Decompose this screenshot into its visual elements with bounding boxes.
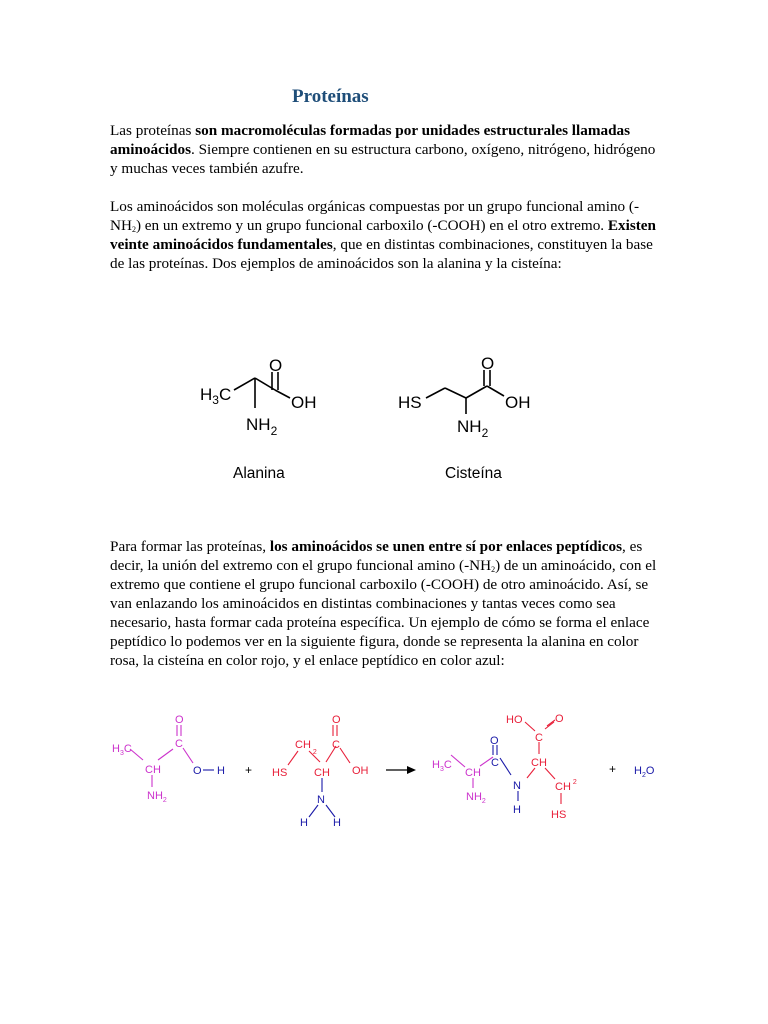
text-run: , que en distintas combinaciones, constituyen la base de las proteínas. Dos ejemplos de aminoácidos son la alanina y la cisteína: xyxy=(110,236,653,272)
prod-ch2: CH xyxy=(555,781,571,793)
cys-h1: H xyxy=(300,817,308,829)
cys-n: N xyxy=(317,794,325,806)
cys-c: C xyxy=(332,739,340,751)
bold-text: Existen veinte aminoácidos fundamentales xyxy=(110,217,656,253)
peptide-bond-paragraph xyxy=(110,537,662,670)
bold-text: son macromoléculas formadas por unidades estructurales llamadas aminoácidos xyxy=(110,122,631,158)
svg-text:H2O xyxy=(634,765,655,779)
prod-3: 3 xyxy=(439,766,444,773)
bold-text: los aminoácidos se unen entre sí por enlaces peptídicos xyxy=(269,538,622,555)
prod-ho: HO xyxy=(506,714,523,726)
prod-ala-ch: CH xyxy=(465,767,481,779)
ala-c: C xyxy=(123,743,132,755)
reaction-arrow xyxy=(386,766,416,774)
text-run: Los aminoácidos son moléculas orgánicas compuestas por un grupo funcional amino (-NH xyxy=(110,198,640,234)
alanine-oh: OH xyxy=(291,393,317,412)
cysteine-structure xyxy=(426,370,504,414)
text-run: Para formar las proteínas, xyxy=(110,538,270,555)
svg-text:NH2 xyxy=(147,790,167,804)
text-run: , es decir, la unión del extremo con el grupo funcional amino (-NH xyxy=(110,538,643,574)
cysteine-hs: HS xyxy=(398,393,422,412)
ala-2: 2 xyxy=(162,797,167,804)
water-o: O xyxy=(645,765,655,777)
alanine-structure xyxy=(234,372,290,408)
plus-sign: + xyxy=(609,762,617,776)
ala-hydroxyl-o: O xyxy=(193,765,202,777)
prod-cys-ch: CH xyxy=(531,757,547,769)
water-2: 2 xyxy=(641,772,646,779)
svg-text:NH2 xyxy=(466,791,486,805)
prod-c-top: C xyxy=(535,732,543,744)
cys-oh: OH xyxy=(352,765,369,777)
svg-text:CH2 xyxy=(555,779,577,793)
alanine-nh2: $NH_2$ xyxy=(246,415,278,438)
text-run: ) en un extremo y un grupo funcional carboxilo (-COOH) en el otro extremo. xyxy=(135,217,608,234)
subscript: 2 xyxy=(131,225,136,234)
alanine-reactant xyxy=(112,714,225,804)
prod-peptide-n: N xyxy=(513,780,521,792)
prod-o-top: O xyxy=(555,713,564,725)
amino-acids-figure xyxy=(0,340,768,490)
prod-nh: NH xyxy=(466,791,482,803)
cysteine-label: Cisteína xyxy=(445,465,502,482)
dipeptide-product xyxy=(432,713,577,821)
peptide-bond-figure xyxy=(0,700,768,840)
ala-ch: CH xyxy=(145,764,161,776)
alanine-oxygen: O xyxy=(269,356,283,375)
text-run: ) de un aminoácido, con el extremo que contiene el grupo funcional carboxilo (-COOH) de otro aminoácido. Así, se van enlazando los aminoácidos en distintas combinaciones y tantas veces como sea necesario, hasta formar cada proteína específica. Un ejemplo de cómo se forma el enlace peptídico lo podemos ver en la siguiente figura, donde se representa la alanina en color rosa, la cisteína en color rojo, y el enlace peptídico en color azul: xyxy=(110,557,657,669)
intro-paragraph xyxy=(110,121,662,178)
prod-c: C xyxy=(443,759,452,771)
prod-peptide-c: C xyxy=(491,757,499,769)
ala-carboxyl-c: C xyxy=(175,738,183,750)
cys-ch: CH xyxy=(295,739,311,751)
plus-sign: + xyxy=(245,763,253,777)
cysteine-reactant xyxy=(272,714,369,829)
prod-ch2-2: 2 xyxy=(572,779,577,786)
text-run: Las proteínas xyxy=(110,122,196,139)
cysteine-oh: OH xyxy=(505,393,531,412)
prod-peptide-h: H xyxy=(513,804,521,816)
cysteine-nh2: $NH_2$ xyxy=(457,417,489,440)
ala-o: O xyxy=(175,714,184,726)
water-h: H xyxy=(634,765,642,777)
cys-alpha-ch: CH xyxy=(314,767,330,779)
subscript: 2 xyxy=(491,565,496,574)
svg-text:H3C xyxy=(112,743,132,757)
prod-2: 2 xyxy=(481,798,486,805)
svg-text:CH2 xyxy=(295,739,317,756)
cys-o: O xyxy=(332,714,341,726)
ala-3: 3 xyxy=(119,750,124,757)
cys-hs: HS xyxy=(272,767,288,779)
svg-text:H3C xyxy=(432,759,452,773)
ala-nh: NH xyxy=(147,790,163,802)
water-molecule xyxy=(634,765,655,779)
ala-hydroxyl-h: H xyxy=(217,765,225,777)
alanine-h3c: $H_3C$ xyxy=(200,385,232,407)
alanine-label: Alanina xyxy=(233,465,285,482)
cys-h2: H xyxy=(333,817,341,829)
prod-hs: HS xyxy=(551,809,567,821)
text-run: . Siempre contienen en su estructura carbono, oxígeno, nitrógeno, hidrógeno y muchas veces también azufre. xyxy=(110,141,656,177)
prod-h: H xyxy=(432,759,440,771)
cys-2: 2 xyxy=(312,749,317,756)
ala-h: H xyxy=(112,743,120,755)
page-title: Proteínas xyxy=(292,86,369,107)
cysteine-oxygen: O xyxy=(481,354,495,373)
amino-acid-paragraph xyxy=(110,197,662,273)
prod-peptide-o: O xyxy=(490,735,499,747)
